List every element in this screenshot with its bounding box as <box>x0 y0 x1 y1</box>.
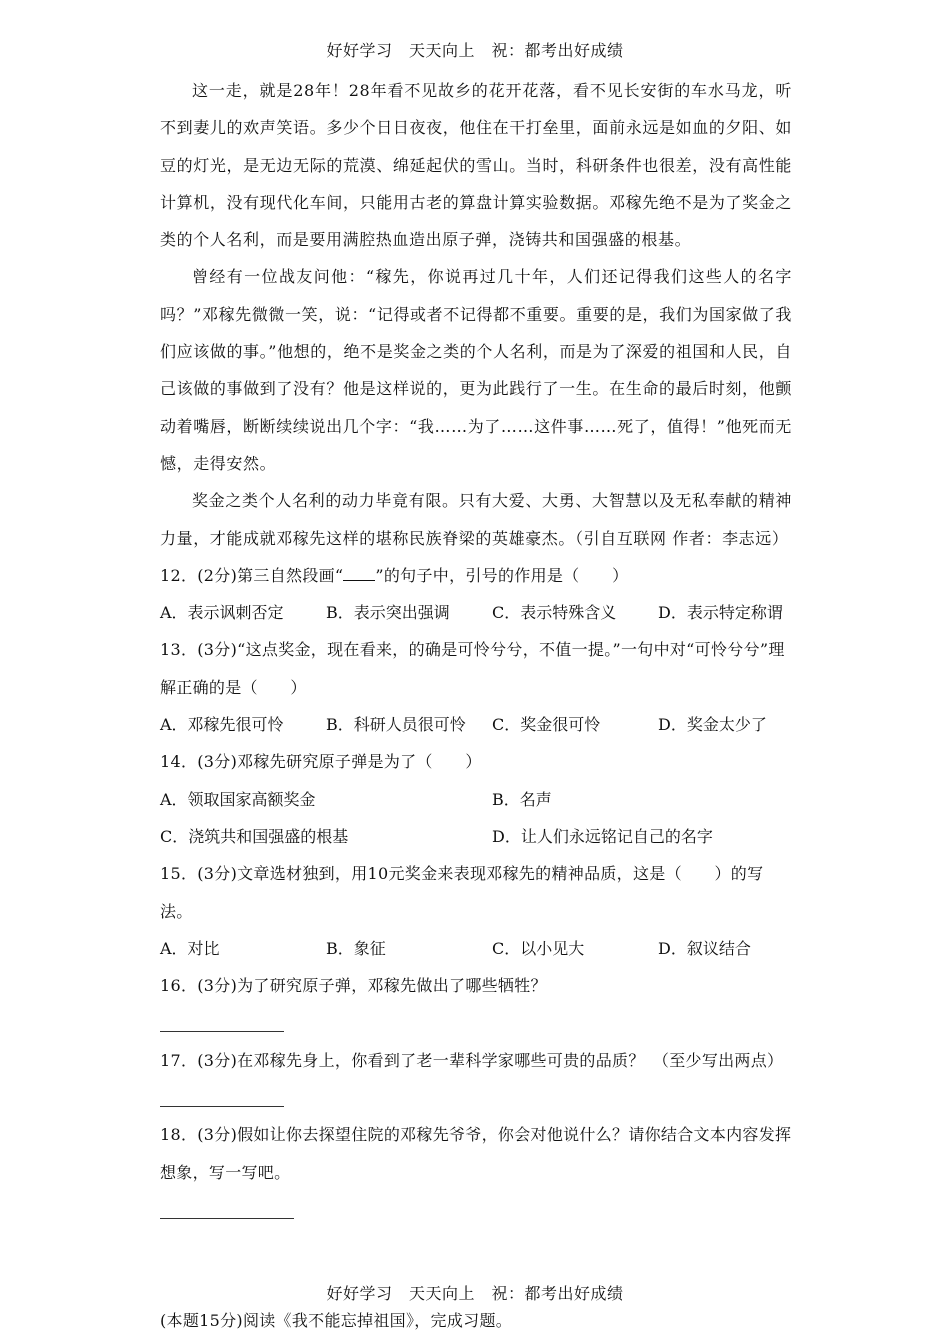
answer-blank-16[interactable] <box>160 1004 792 1041</box>
question-15: 15．(3分)文章选材独到，用10元奖金来表现邓稼先的精神品质，这是（ ）的写法。 <box>160 864 764 921</box>
question-16: 16．(3分)为了研究原子弹，邓稼先做出了哪些牺牲？ <box>160 976 547 996</box>
option-d[interactable]: D．让人们永远铭记自己的名字 <box>492 826 713 846</box>
option-b[interactable]: B．名声 <box>492 789 552 809</box>
option-c[interactable]: C．奖金很可怜 <box>492 715 601 735</box>
question-12-options <box>160 594 792 631</box>
passage-paragraph: 这一走，就是28年！28年看不见故乡的花开花落，看不见长安街的车水马龙，听不到妻儿的欢声笑语。多少个日日夜夜，他住在干打垒里，面前永远是如血的夕阳、如豆的灯光，是无边无际的荒漠、绵延起伏的雪山。当时，科研条件也很差，没有高性能计算机，没有现代化车间，只能用古老的算盘计算实验数据。邓稼先绝不是为了奖金之类的个人名利，而是要用满腔热血造出原子弹，浇铸共和国强盛的根基。 <box>160 81 792 250</box>
question-13-options <box>160 706 792 743</box>
option-a[interactable]: A．邓稼先很可怜 <box>160 715 284 735</box>
option-b[interactable]: B．表示突出强调 <box>326 603 450 623</box>
answer-line <box>160 1218 294 1219</box>
question-14: 14．(3分)邓稼先研究原子弹是为了（ ） <box>160 752 482 772</box>
question-12 <box>160 557 792 594</box>
passage-paragraph: 曾经有一位战友问他：“稼先，你说再过几十年，人们还记得我们这些人的名字吗？”邓稼先微微一笑，说：“记得或者不记得都不重要。重要的是，我们为国家做了我们应该做的事。”他想的，绝不是奖金之类的个人名利，而是为了深爱的祖国和人民，自己该做的事做到了没有？他是这样说的，更为此践行了一生。在生命的最后时刻，他颤动着嘴唇，断断续续说出几个字：“我……为了……这件事……死了，值得！”他死而无憾，走得安然。 <box>160 267 792 473</box>
answer-blank-18[interactable] <box>160 1191 792 1228</box>
option-d[interactable]: D．表示特定称谓 <box>658 603 783 623</box>
option-c[interactable]: C．浇筑共和国强盛的根基 <box>160 826 349 846</box>
option-a[interactable]: A．领取国家高额奖金 <box>160 789 316 809</box>
document-body <box>160 72 792 1340</box>
option-a[interactable]: A．表示讽刺否定 <box>160 603 284 623</box>
question-12-stem-pre: 12．(2分)第三自然段画“ <box>160 565 344 585</box>
answer-blank-17[interactable] <box>160 1079 792 1116</box>
question-18: 18．(3分)假如让你去探望住院的邓稼先爷爷，你会对他说什么？请你结合文本内容发挥想象，写一写吧。 <box>160 1125 792 1182</box>
option-c[interactable]: C．以小见大 <box>492 938 585 958</box>
next-section-intro: (本题15分)阅读《我不能忘掉祖国》，完成习题。 <box>160 1311 513 1331</box>
question-17: 17．(3分)在邓稼先身上，你看到了老一辈科学家哪些可贵的品质？ （至少写出两点） <box>160 1050 784 1070</box>
question-13: 13．(3分)“这点奖金，现在看来，的确是可怜兮兮，不值一提。”一句中对“可怜兮兮”理解正确的是（ ） <box>160 640 785 697</box>
underline-blank <box>343 566 375 581</box>
question-15-options <box>160 930 792 967</box>
question-14-options-row1 <box>160 781 792 818</box>
option-b[interactable]: B．科研人员很可怜 <box>326 715 466 735</box>
option-d[interactable]: D．奖金太少了 <box>658 715 767 735</box>
page-footer: 好好学习 天天向上 祝：都考出好成绩 <box>326 1284 624 1303</box>
answer-line <box>160 1031 284 1032</box>
option-d[interactable]: D．叙议结合 <box>658 938 751 958</box>
answer-line <box>160 1106 284 1107</box>
passage-paragraph: 奖金之类个人名利的动力毕竟有限。只有大爱、大勇、大智慧以及无私奉献的精神力量，才能成就邓稼先这样的堪称民族脊梁的英雄豪杰。（引自互联网 作者：李志远） <box>160 491 792 548</box>
question-14-options-row2 <box>160 818 792 855</box>
option-a[interactable]: A．对比 <box>160 938 220 958</box>
option-b[interactable]: B．象征 <box>326 938 386 958</box>
page-header: 好好学习 天天向上 祝：都考出好成绩 <box>326 41 624 60</box>
question-12-stem-post: ”的句子中，引号的作用是（ ） <box>375 565 629 585</box>
option-c[interactable]: C．表示特殊含义 <box>492 603 617 623</box>
